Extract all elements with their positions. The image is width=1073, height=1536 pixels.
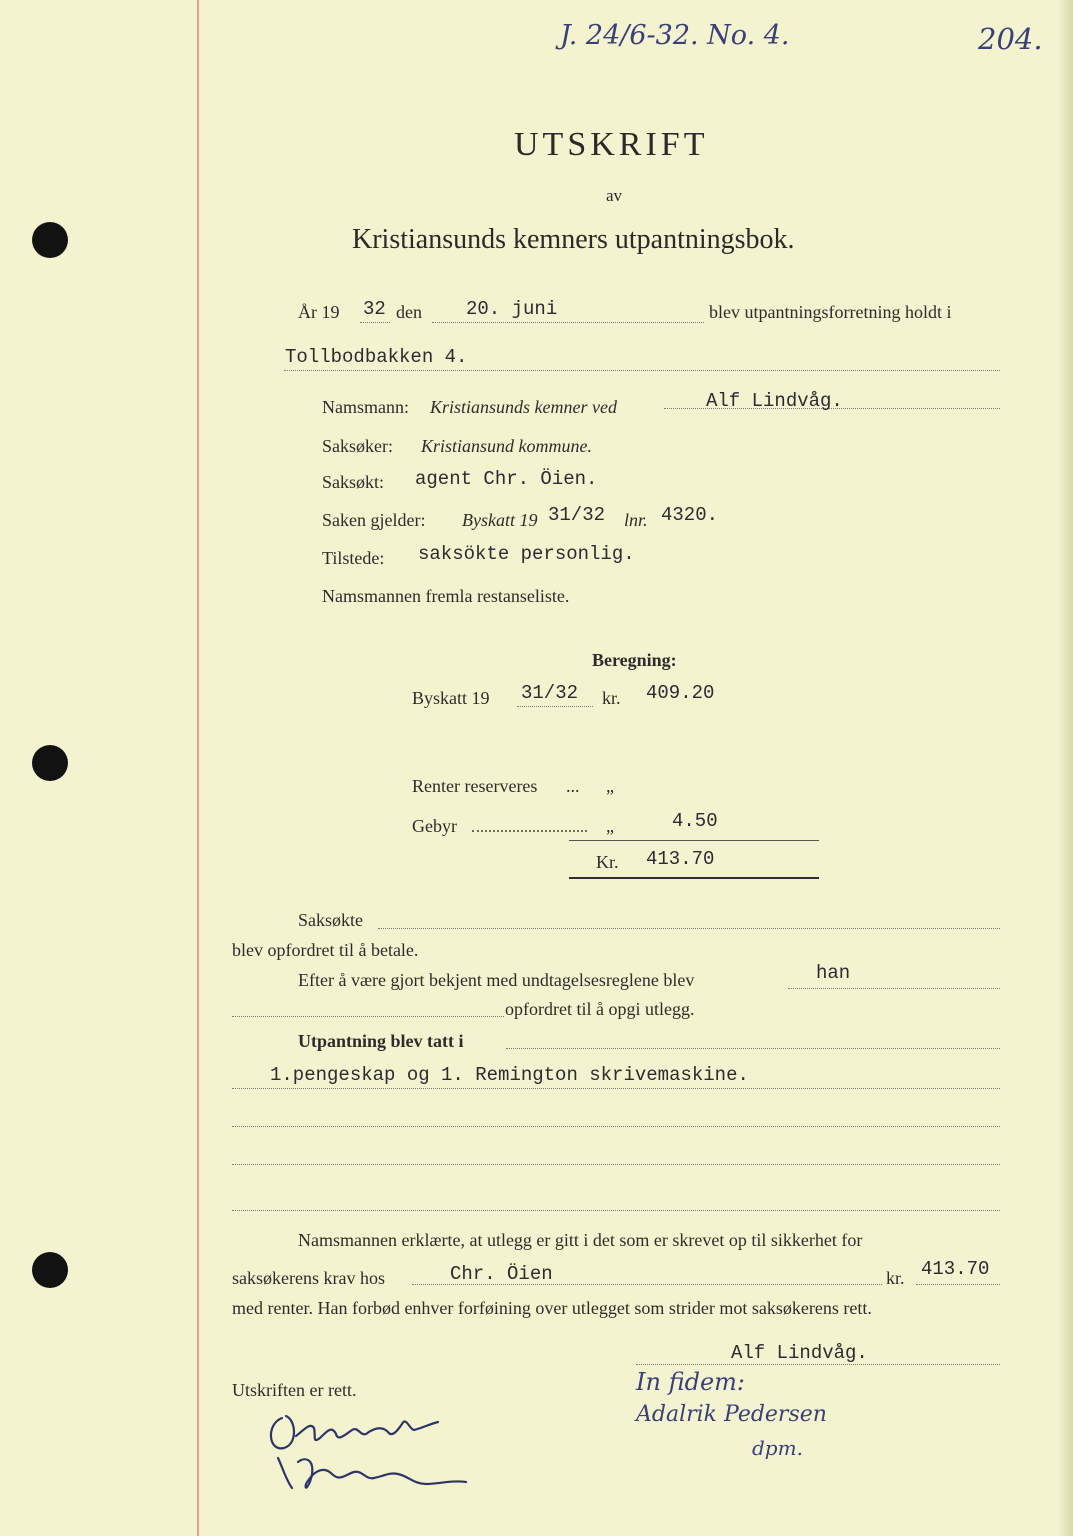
folio-number: 204.	[978, 22, 1043, 56]
namsmann-label: Namsmann:	[322, 397, 409, 417]
seized-items: 1.pengeskap og 1. Remington skrivemaskine.	[270, 1064, 749, 1086]
in-fidem: In fidem:	[636, 1368, 745, 1396]
saksoker-value: Kristiansund kommune.	[421, 436, 592, 456]
namsmann-text: Kristiansunds kemner ved	[430, 397, 617, 417]
gebyr-amount: 4.50	[672, 810, 718, 832]
dotted-line	[506, 1048, 1000, 1049]
declaration-line1: Namsmannen erklærte, at utlegg er gitt i det som er skrevet op til sikkerhet for	[298, 1230, 863, 1250]
punch-hole	[32, 1252, 68, 1288]
dotted-line	[472, 830, 587, 832]
dotted-line	[916, 1284, 1000, 1285]
dotted-line	[360, 322, 390, 323]
declaration-amount: 413.70	[921, 1258, 990, 1280]
ditto-mark: „	[606, 776, 614, 796]
intro-place: Tollbodbakken 4.	[285, 346, 468, 368]
dotted-line	[517, 706, 593, 707]
fidem-title: dpm.	[752, 1436, 803, 1460]
efter-text: Efter å være gjort bekjent med undtagelsesreglene blev	[298, 970, 695, 990]
declaration-kr: kr.	[886, 1268, 905, 1288]
dotted-line	[284, 370, 1000, 371]
punch-hole	[32, 745, 68, 781]
sum-rule	[569, 840, 819, 841]
red-margin-line	[197, 0, 199, 1536]
opfordret-text: blev opfordret til å betale.	[232, 940, 419, 960]
byskatt-kr: kr.	[602, 688, 621, 708]
typed-signature: Alf Lindvåg.	[731, 1342, 868, 1364]
tilstede-label: Tilstede:	[322, 548, 385, 568]
saksokt-label: Saksøkt:	[322, 472, 385, 492]
dotted-line	[232, 1164, 1000, 1165]
byskatt-label: Byskatt 19	[412, 688, 490, 708]
renter-dots: ...	[566, 776, 580, 796]
dotted-line	[232, 1088, 1000, 1089]
utpantning-label: Utpantning blev tatt i	[298, 1031, 464, 1051]
title-av: av	[606, 186, 623, 205]
renter-label: Renter reserveres	[412, 776, 538, 796]
dotted-line	[378, 928, 1000, 929]
calculation-heading: Beregning:	[592, 650, 677, 670]
intro-suffix: blev utpantningsforretning holdt i	[709, 302, 952, 322]
saken-lnr: lnr.	[624, 510, 648, 530]
saken-label: Saken gjelder:	[322, 510, 426, 530]
year-suffix: 32	[363, 298, 386, 320]
total-label: Kr.	[596, 852, 619, 872]
saken-years: 31/32	[548, 504, 606, 526]
total-rule	[569, 877, 819, 879]
dotted-line	[232, 1126, 1000, 1127]
efter-value: han	[816, 962, 851, 984]
fidem-signature: Adalrik Pedersen	[636, 1402, 827, 1427]
opgi-text: opfordret til å opgi utlegg.	[505, 999, 695, 1019]
utskriften-text: Utskriften er rett.	[232, 1380, 357, 1400]
intro-date: 20. juni	[466, 298, 558, 320]
tilstede-value: saksökte personlig.	[418, 543, 635, 565]
book-title: Kristiansunds kemners utpantningsbok.	[352, 224, 795, 255]
den-label: den	[396, 302, 422, 322]
kemner-signature	[262, 1400, 482, 1500]
dotted-line	[432, 322, 704, 323]
signature-dotted-line	[636, 1364, 1000, 1365]
saken-number: 4320.	[661, 504, 719, 526]
total-amount: 413.70	[646, 848, 715, 870]
saksokte-label: Saksøkte	[298, 910, 363, 930]
document-title: UTSKRIFT	[514, 126, 709, 163]
fremla-text: Namsmannen fremla restanseliste.	[322, 586, 570, 606]
declaration-line2-prefix: saksøkerens krav hos	[232, 1268, 385, 1288]
declaration-name: Chr. Öien	[450, 1263, 553, 1285]
dotted-line	[788, 988, 1000, 989]
byskatt-amount: 409.20	[646, 682, 715, 704]
journal-note: J. 24/6-32. No. 4.	[560, 20, 790, 51]
declaration-line3: med renter. Han forbød enhver forføining over utlegget som strider mot saksøkerens rett.	[232, 1298, 872, 1318]
year-prefix: År 19	[298, 302, 340, 322]
punch-hole	[32, 222, 68, 258]
namsmann-name: Alf Lindvåg.	[706, 390, 843, 412]
saksokt-value: agent Chr. Öien.	[415, 468, 598, 490]
dotted-line	[232, 1016, 504, 1017]
saken-text: Byskatt 19	[462, 510, 538, 530]
byskatt-years: 31/32	[521, 682, 579, 704]
ditto-mark: „	[606, 816, 614, 836]
dotted-line	[232, 1210, 1000, 1211]
saksoker-label: Saksøker:	[322, 436, 393, 456]
gebyr-label: Gebyr	[412, 816, 457, 836]
